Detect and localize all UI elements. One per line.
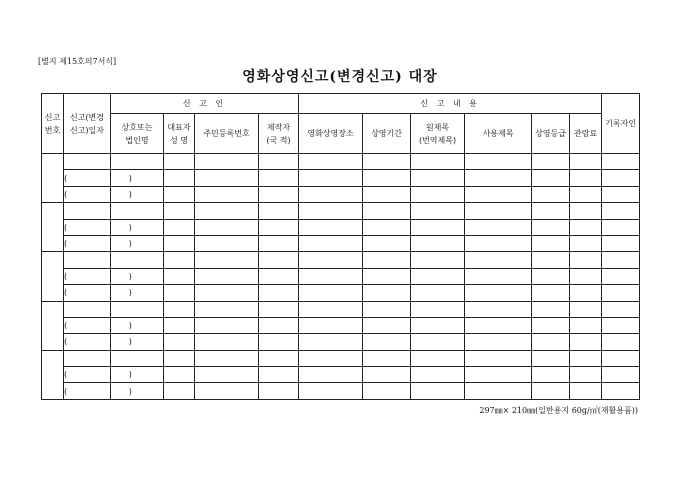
ledger-cell[interactable] bbox=[259, 252, 299, 268]
table-row bbox=[42, 350, 640, 366]
ledger-cell[interactable] bbox=[465, 252, 532, 268]
ledger-cell[interactable] bbox=[570, 252, 602, 268]
ledger-cell[interactable] bbox=[363, 219, 411, 235]
ledger-cell[interactable] bbox=[411, 383, 465, 399]
ledger-cell[interactable] bbox=[164, 235, 195, 251]
header-report-number: 신고 번호 bbox=[42, 94, 64, 154]
ledger-cell[interactable] bbox=[532, 350, 570, 366]
ledger-cell[interactable] bbox=[411, 301, 465, 317]
ledger-cell[interactable] bbox=[164, 252, 195, 268]
ledger-cell[interactable] bbox=[465, 383, 532, 399]
report-date-cell[interactable] bbox=[64, 154, 111, 170]
report-date-cell[interactable]: ( ) bbox=[64, 235, 111, 251]
report-date-cell[interactable]: ( ) bbox=[64, 219, 111, 235]
ledger-cell[interactable] bbox=[111, 154, 164, 170]
ledger-cell[interactable] bbox=[570, 203, 602, 219]
header-representative: 대표자 성 명 bbox=[164, 114, 195, 154]
ledger-cell[interactable] bbox=[465, 219, 532, 235]
table-row bbox=[42, 186, 640, 202]
ledger-cell[interactable] bbox=[602, 334, 640, 350]
ledger-cell[interactable] bbox=[195, 334, 259, 350]
ledger-cell[interactable] bbox=[602, 285, 640, 301]
ledger-cell[interactable] bbox=[602, 367, 640, 383]
ledger-cell[interactable] bbox=[259, 170, 299, 186]
ledger-cell[interactable] bbox=[411, 334, 465, 350]
ledger-body bbox=[42, 154, 640, 400]
ledger-cell[interactable] bbox=[411, 350, 465, 366]
ledger-cell[interactable] bbox=[363, 252, 411, 268]
ledger-cell[interactable] bbox=[259, 317, 299, 333]
ledger-cell[interactable] bbox=[532, 186, 570, 202]
report-number-cell[interactable] bbox=[42, 203, 64, 252]
report-number-cell[interactable] bbox=[42, 154, 64, 203]
table-row bbox=[42, 367, 640, 383]
ledger-cell[interactable] bbox=[363, 383, 411, 399]
ledger-cell[interactable] bbox=[259, 235, 299, 251]
ledger-cell[interactable] bbox=[602, 186, 640, 202]
ledger-cell[interactable] bbox=[195, 203, 259, 219]
ledger-cell[interactable] bbox=[602, 235, 640, 251]
table-row bbox=[42, 252, 640, 268]
ledger-cell[interactable] bbox=[164, 203, 195, 219]
ledger-cell[interactable] bbox=[465, 317, 532, 333]
ledger-cell[interactable] bbox=[570, 170, 602, 186]
report-date-cell[interactable]: ( ) bbox=[64, 317, 111, 333]
ledger-cell[interactable] bbox=[195, 268, 259, 284]
ledger-cell[interactable] bbox=[465, 285, 532, 301]
ledger-cell[interactable] bbox=[111, 203, 164, 219]
ledger-cell[interactable] bbox=[411, 367, 465, 383]
ledger-cell[interactable] bbox=[602, 350, 640, 366]
ledger-cell[interactable] bbox=[299, 317, 363, 333]
ledger-cell[interactable] bbox=[195, 154, 259, 170]
table-row bbox=[42, 203, 640, 219]
ledger-cell[interactable] bbox=[411, 203, 465, 219]
ledger-cell[interactable] bbox=[465, 268, 532, 284]
ledger-cell[interactable] bbox=[465, 154, 532, 170]
ledger-cell[interactable] bbox=[465, 203, 532, 219]
ledger-cell[interactable] bbox=[195, 252, 259, 268]
ledger-cell[interactable] bbox=[532, 334, 570, 350]
ledger-cell[interactable] bbox=[259, 285, 299, 301]
ledger-cell[interactable] bbox=[465, 334, 532, 350]
table-row bbox=[42, 334, 640, 350]
ledger-cell[interactable] bbox=[602, 383, 640, 399]
ledger-cell[interactable] bbox=[195, 170, 259, 186]
ledger-cell[interactable] bbox=[363, 268, 411, 284]
ledger-cell[interactable] bbox=[299, 219, 363, 235]
ledger-cell[interactable] bbox=[299, 350, 363, 366]
header-company-name: 상호또는 법인명 bbox=[111, 114, 164, 154]
report-date-cell[interactable] bbox=[64, 301, 111, 317]
ledger-cell[interactable] bbox=[465, 235, 532, 251]
ledger-cell[interactable] bbox=[299, 334, 363, 350]
ledger-cell[interactable] bbox=[532, 170, 570, 186]
ledger-cell[interactable] bbox=[411, 235, 465, 251]
ledger-cell[interactable] bbox=[164, 170, 195, 186]
ledger-cell[interactable] bbox=[164, 334, 195, 350]
ledger-cell[interactable] bbox=[532, 203, 570, 219]
ledger-cell[interactable] bbox=[363, 334, 411, 350]
ledger-cell[interactable] bbox=[195, 219, 259, 235]
ledger-cell[interactable] bbox=[259, 219, 299, 235]
ledger-cell[interactable] bbox=[195, 383, 259, 399]
header-admission-fee: 관람료 bbox=[570, 114, 602, 154]
table-row bbox=[42, 154, 640, 170]
ledger-cell[interactable] bbox=[164, 367, 195, 383]
ledger-cell[interactable] bbox=[363, 301, 411, 317]
report-date-cell[interactable]: ( ) bbox=[64, 186, 111, 202]
ledger-cell[interactable] bbox=[299, 301, 363, 317]
ledger-cell[interactable] bbox=[299, 203, 363, 219]
ledger-cell[interactable] bbox=[195, 235, 259, 251]
ledger-cell[interactable] bbox=[195, 350, 259, 366]
ledger-cell[interactable] bbox=[299, 170, 363, 186]
ledger-cell[interactable] bbox=[299, 367, 363, 383]
ledger-cell[interactable] bbox=[570, 285, 602, 301]
ledger-cell[interactable] bbox=[570, 383, 602, 399]
report-date-cell[interactable] bbox=[64, 252, 111, 268]
ledger-cell[interactable] bbox=[363, 350, 411, 366]
header-report-date: 신고(변경 신고)일자 bbox=[64, 94, 111, 154]
ledger-cell[interactable] bbox=[602, 252, 640, 268]
ledger-cell[interactable] bbox=[411, 186, 465, 202]
ledger-cell[interactable] bbox=[532, 301, 570, 317]
table-row bbox=[42, 170, 640, 186]
table-row bbox=[42, 317, 640, 333]
report-date-cell[interactable]: ( ) bbox=[64, 268, 111, 284]
table-row bbox=[42, 235, 640, 251]
page-title: 영화상영신고(변경신고) 대장 bbox=[242, 69, 438, 85]
ledger-cell[interactable] bbox=[299, 186, 363, 202]
report-number-cell[interactable] bbox=[42, 252, 64, 301]
table-row bbox=[42, 285, 640, 301]
ledger-cell[interactable] bbox=[164, 317, 195, 333]
ledger-cell[interactable] bbox=[411, 252, 465, 268]
ledger-cell[interactable] bbox=[602, 268, 640, 284]
header-rating: 상영등급 bbox=[532, 114, 570, 154]
ledger-cell[interactable] bbox=[195, 285, 259, 301]
ledger-cell[interactable] bbox=[164, 219, 195, 235]
ledger-cell[interactable] bbox=[532, 268, 570, 284]
ledger-cell[interactable] bbox=[411, 154, 465, 170]
ledger-cell[interactable] bbox=[602, 170, 640, 186]
ledger-cell[interactable] bbox=[299, 383, 363, 399]
ledger-cell[interactable] bbox=[299, 285, 363, 301]
report-date-cell[interactable]: ( ) bbox=[64, 285, 111, 301]
table-row bbox=[42, 268, 640, 284]
ledger-cell[interactable] bbox=[570, 317, 602, 333]
ledger-cell[interactable] bbox=[465, 301, 532, 317]
ledger-cell[interactable] bbox=[532, 252, 570, 268]
ledger-cell[interactable] bbox=[164, 268, 195, 284]
ledger-cell[interactable] bbox=[363, 186, 411, 202]
ledger-cell[interactable] bbox=[570, 219, 602, 235]
ledger-cell[interactable] bbox=[259, 334, 299, 350]
header-venue: 영화상영장소 bbox=[299, 114, 363, 154]
ledger-cell[interactable] bbox=[195, 301, 259, 317]
ledger-cell[interactable] bbox=[363, 154, 411, 170]
ledger-table bbox=[41, 93, 640, 400]
ledger-cell[interactable] bbox=[259, 383, 299, 399]
header-reporter-group: 신 고 인 bbox=[111, 94, 299, 114]
footer-note: 297㎜× 210㎜(일반용지 60g/㎡(재활용품)) bbox=[479, 406, 638, 415]
ledger-cell[interactable] bbox=[532, 154, 570, 170]
ledger-cell[interactable] bbox=[164, 383, 195, 399]
table-row bbox=[42, 383, 640, 399]
ledger-cell[interactable] bbox=[602, 317, 640, 333]
ledger-cell[interactable] bbox=[299, 154, 363, 170]
header-screening-period: 상영기간 bbox=[363, 114, 411, 154]
ledger-cell[interactable] bbox=[465, 170, 532, 186]
ledger-cell[interactable] bbox=[363, 367, 411, 383]
ledger-cell[interactable] bbox=[111, 350, 164, 366]
report-number-cell[interactable] bbox=[42, 301, 64, 350]
ledger-cell[interactable] bbox=[602, 154, 640, 170]
ledger-cell[interactable] bbox=[411, 317, 465, 333]
ledger-cell[interactable] bbox=[532, 317, 570, 333]
ledger-cell[interactable] bbox=[259, 186, 299, 202]
ledger-cell[interactable] bbox=[411, 285, 465, 301]
ledger-cell[interactable] bbox=[363, 235, 411, 251]
header-producer: 제작자 (국 적) bbox=[259, 114, 299, 154]
ledger-cell[interactable] bbox=[259, 203, 299, 219]
ledger-cell[interactable] bbox=[570, 268, 602, 284]
ledger-cell[interactable] bbox=[570, 186, 602, 202]
report-date-cell[interactable]: ( ) bbox=[64, 170, 111, 186]
ledger-cell[interactable] bbox=[259, 268, 299, 284]
form-label: [별지 제15호의7서식] bbox=[38, 57, 117, 66]
ledger-cell[interactable] bbox=[259, 301, 299, 317]
ledger-cell[interactable] bbox=[299, 235, 363, 251]
ledger-cell[interactable] bbox=[363, 317, 411, 333]
ledger-cell[interactable] bbox=[532, 235, 570, 251]
header-content-group: 신 고 내 용 bbox=[299, 94, 602, 114]
ledger-cell[interactable] bbox=[570, 154, 602, 170]
ledger-cell[interactable] bbox=[602, 219, 640, 235]
header-used-title: 사용제목 bbox=[465, 114, 532, 154]
ledger-cell[interactable] bbox=[195, 317, 259, 333]
ledger-cell[interactable] bbox=[570, 301, 602, 317]
ledger-cell[interactable] bbox=[363, 203, 411, 219]
ledger-cell[interactable] bbox=[111, 252, 164, 268]
report-date-cell[interactable]: ( ) bbox=[64, 334, 111, 350]
ledger-cell[interactable] bbox=[411, 219, 465, 235]
ledger-cell[interactable] bbox=[411, 170, 465, 186]
ledger-cell[interactable] bbox=[299, 252, 363, 268]
report-date-cell[interactable] bbox=[64, 350, 111, 366]
header-original-title: 원제목 (번역제목) bbox=[411, 114, 465, 154]
ledger-cell[interactable] bbox=[532, 219, 570, 235]
ledger-cell[interactable] bbox=[299, 268, 363, 284]
ledger-cell[interactable] bbox=[570, 367, 602, 383]
ledger-cell[interactable] bbox=[532, 285, 570, 301]
ledger-cell[interactable] bbox=[570, 334, 602, 350]
ledger-cell[interactable] bbox=[465, 186, 532, 202]
ledger-cell[interactable] bbox=[465, 367, 532, 383]
table-row bbox=[42, 301, 640, 317]
ledger-cell[interactable] bbox=[465, 350, 532, 366]
ledger-cell[interactable] bbox=[259, 367, 299, 383]
ledger-cell[interactable] bbox=[164, 301, 195, 317]
ledger-cell[interactable] bbox=[363, 285, 411, 301]
report-date-cell[interactable]: ( ) bbox=[64, 367, 111, 383]
ledger-cell[interactable] bbox=[164, 285, 195, 301]
ledger-cell[interactable] bbox=[195, 186, 259, 202]
ledger-cell[interactable] bbox=[532, 383, 570, 399]
ledger-cell[interactable] bbox=[259, 154, 299, 170]
header-recorder: 기록자인 bbox=[602, 94, 640, 154]
ledger-cell[interactable] bbox=[164, 154, 195, 170]
report-date-cell[interactable] bbox=[64, 203, 111, 219]
ledger-cell[interactable] bbox=[164, 350, 195, 366]
table-row bbox=[42, 219, 640, 235]
ledger-cell[interactable] bbox=[363, 170, 411, 186]
ledger-cell[interactable] bbox=[570, 235, 602, 251]
ledger-cell[interactable] bbox=[164, 186, 195, 202]
report-date-cell[interactable]: ( ) bbox=[64, 383, 111, 399]
ledger-cell[interactable] bbox=[602, 203, 640, 219]
ledger-cell[interactable] bbox=[570, 350, 602, 366]
header-resident-id: 주민등록번호 bbox=[195, 114, 259, 154]
ledger-cell[interactable] bbox=[111, 301, 164, 317]
ledger-cell[interactable] bbox=[602, 301, 640, 317]
ledger-cell[interactable] bbox=[411, 268, 465, 284]
ledger-cell[interactable] bbox=[259, 350, 299, 366]
ledger-cell[interactable] bbox=[532, 367, 570, 383]
report-number-cell[interactable] bbox=[42, 350, 64, 399]
ledger-cell[interactable] bbox=[195, 367, 259, 383]
